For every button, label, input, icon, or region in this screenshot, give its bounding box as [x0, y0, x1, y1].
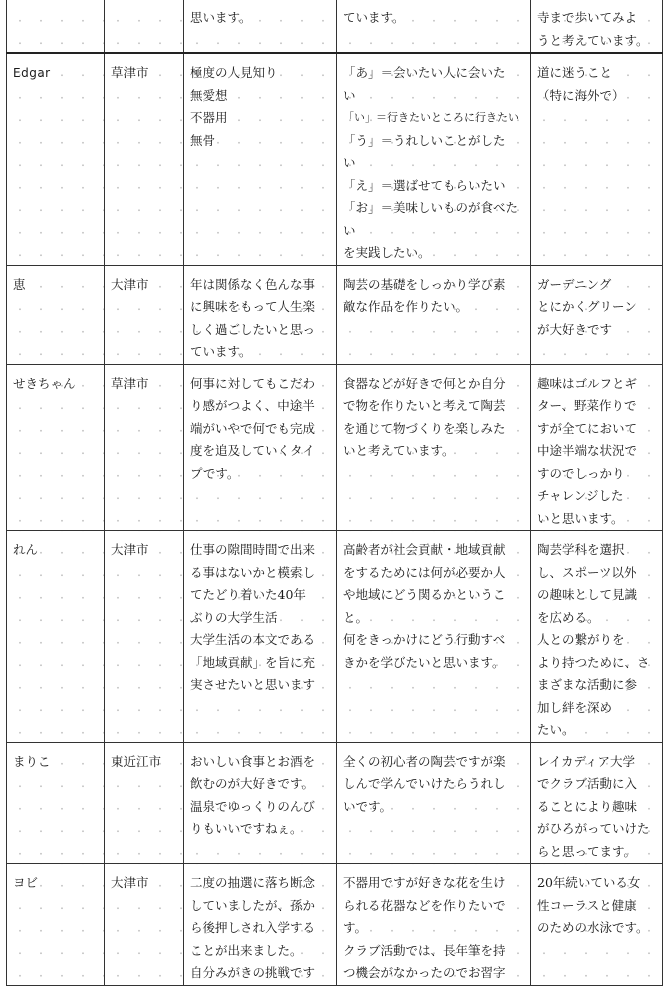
name-cell: [7, 0, 105, 53]
name-cell: れん: [7, 531, 105, 743]
city-cell: 草津市: [105, 364, 184, 531]
intro-cell: おいしい食事とお酒を 飲むのが大好きです。 温泉でゆっくりのんび りもいいですねぇ。: [184, 742, 337, 864]
name-cell: 恵: [7, 265, 105, 364]
hobby-cell: 道に迷うこと （特に海外で）: [531, 53, 663, 265]
city-cell: 大津市: [105, 531, 184, 743]
city-cell: [105, 0, 184, 53]
hobby-cell: 陶芸学科を選択 し、スポーツ以外 の趣味として見識 を広める。 人との繋がりを より持つために、さ まざまな活動に参 加し絆を深め たい。: [531, 531, 663, 743]
goal-cell: 全くの初心者の陶芸ですが楽 しんで学んでいけたらうれし いです。: [337, 742, 531, 864]
goal-cell: 「あ」＝会いたい人に会いた い 「い」＝行きたいところに行きたい 「う」＝うれしいことがした い 「え」＝選ばせてもらいたい 「お」＝美味しいものが食べた い を実践したい。: [337, 53, 531, 265]
name-cell: Edgar: [7, 53, 105, 265]
intro-cell: 二度の抽選に落ち断念 していましたが、孫か ら後押しされ入学する ことが出来ました。 自分みがきの挑戦です: [184, 864, 337, 986]
city-cell: 大津市: [105, 265, 184, 364]
table-row: [7, 53, 663, 265]
name-cell: ヨビ: [7, 864, 105, 986]
self-introduction-table: [6, 0, 663, 986]
hobby-cell: レイカディア大学 でクラブ活動に入 ることにより趣味 がひろがっていけた らと思ってます。: [531, 742, 663, 864]
city-cell: 東近江市: [105, 742, 184, 864]
intro-cell: 極度の人見知り 無愛想 不器用 無骨: [184, 53, 337, 265]
goal-cell: 高齢者が社会貢献・地域貢献 をするためには何が必要か人 や地域にどう関るかというこ と。 何をきっかけにどう行動すべ きかを学びたいと思います。: [337, 531, 531, 743]
intro-cell: 思います。: [184, 0, 337, 53]
intro-cell: 年は関係なく色んな事 に興味をもって人生楽 しく過ごしたいと思っ ています。: [184, 265, 337, 364]
hobby-cell: 趣味はゴルフとギ ター、野菜作りで すが全てにおいて 中途半端な状況で すのでしっかり チャレンジした いと思います。: [531, 364, 663, 531]
table-row: [7, 864, 663, 986]
name-cell: せきちゃん: [7, 364, 105, 531]
goal-cell: 食器などが好きで何とか自分 で物を作りたいと考えて陶芸 を通じて物づくりを楽しみた いと考えています。: [337, 364, 531, 531]
hobby-cell: ガーデニング とにかくグリーン が大好きです: [531, 265, 663, 364]
table-row: [7, 364, 663, 531]
goal-cell: 陶芸の基礎をしっかり学び素 敵な作品を作りたい。: [337, 265, 531, 364]
city-cell: 草津市: [105, 53, 184, 265]
table-row: [7, 0, 663, 53]
table-row: [7, 742, 663, 864]
hobby-cell: 寺まで歩いてみよ うと考えています。: [531, 0, 663, 53]
hobby-cell: 20年続いている女 性コーラスと健康 のための水泳です。: [531, 864, 663, 986]
name-cell: まりこ: [7, 742, 105, 864]
goal-cell: ています。: [337, 0, 531, 53]
city-cell: 大津市: [105, 864, 184, 986]
table-body: [7, 0, 663, 985]
table-row: [7, 531, 663, 743]
intro-cell: 仕事の隙間時間で出来 る事はないかと模索し てたどり着いた40年 ぶりの大学生活 大学生活の本文である 「地域貢献」を旨に充 実させたいと思います: [184, 531, 337, 743]
table-row: [7, 265, 663, 364]
intro-cell: 何事に対してもこだわ り感がつよく、中途半 端がいやで何でも完成 度を追及していくタイ プです。: [184, 364, 337, 531]
goal-cell: 不器用ですが好きな花を生け られる花器などを作りたいで す。 クラブ活動では、長年筆を持 つ機会がなかったのでお習字: [337, 864, 531, 986]
